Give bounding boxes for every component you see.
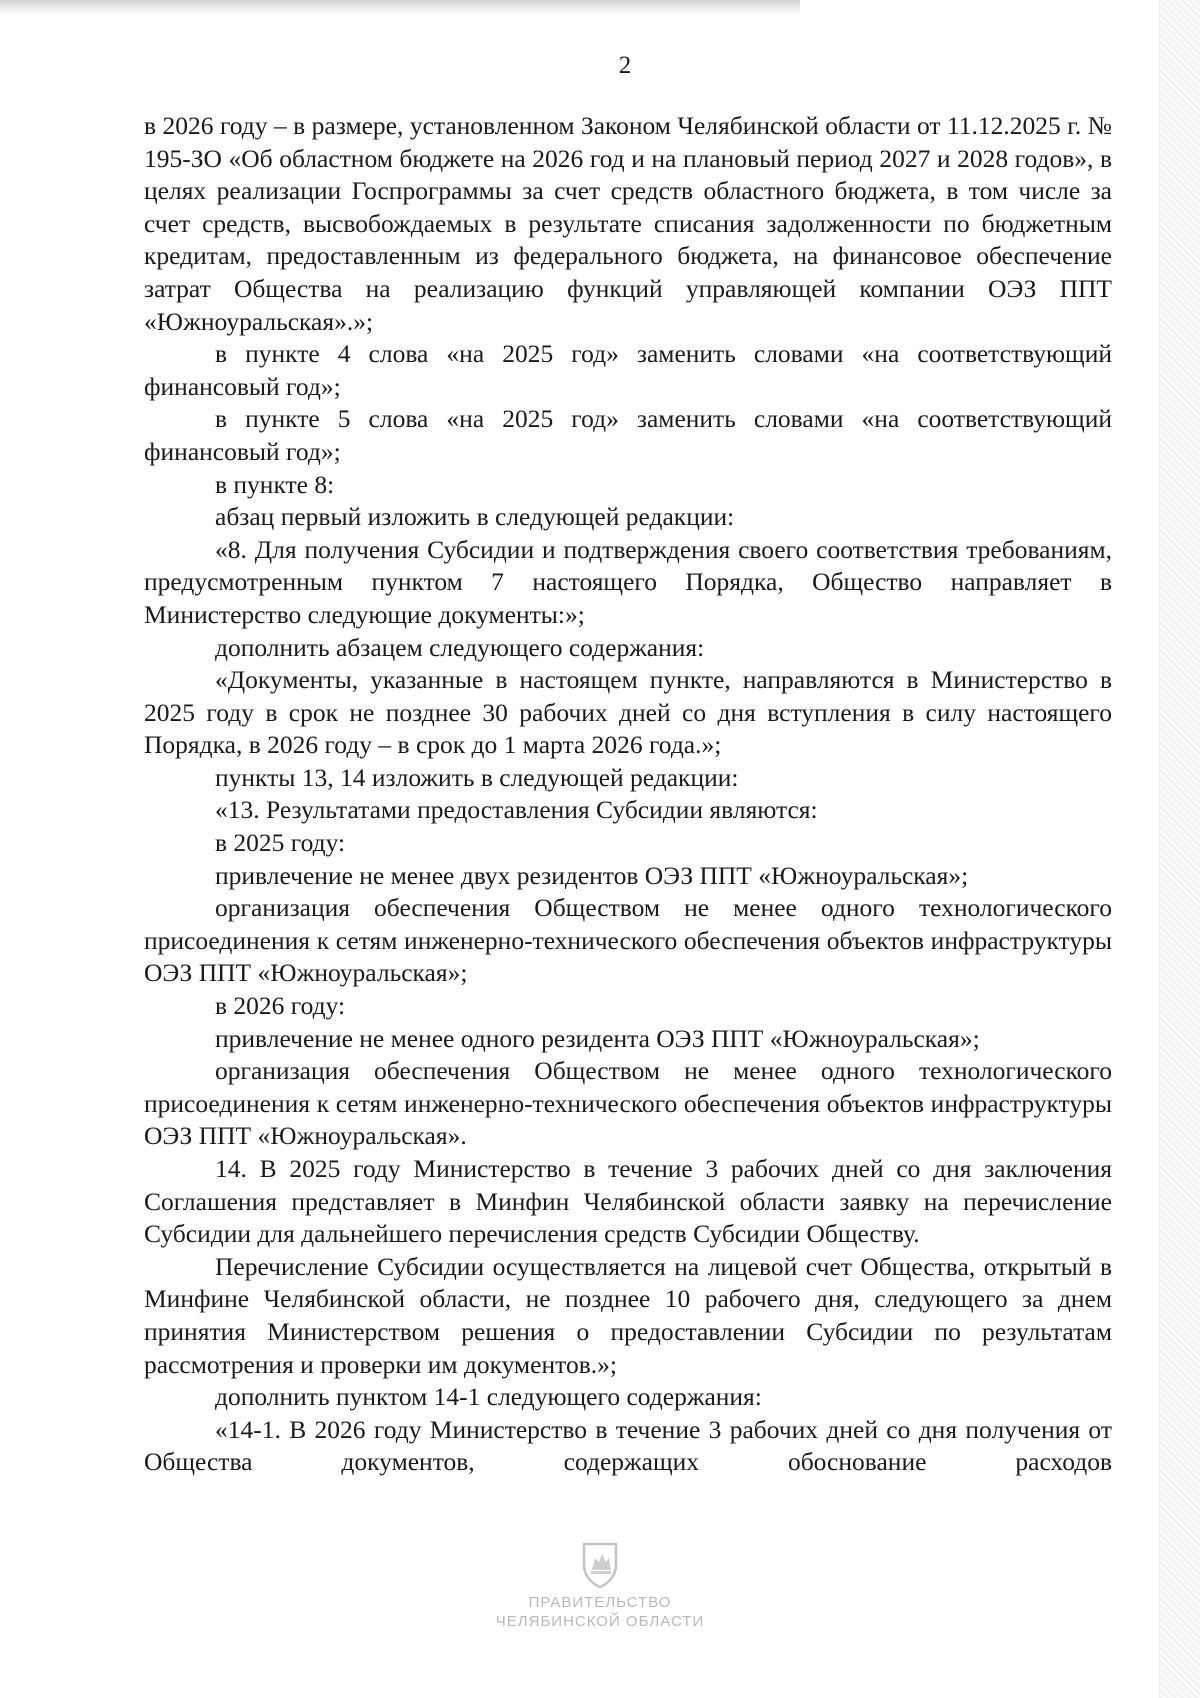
paragraph: «13. Результатами предоставления Субсидии являются: xyxy=(215,795,818,825)
paragraph: «14-1. В 2026 году Министерство в течение 3 рабочих дней со дня получения от Общества документов, содержащих обоснование расходов xyxy=(144,1414,1112,1477)
paragraph: абзац первый изложить в следующей редакции: xyxy=(215,502,735,532)
paragraph: в 2025 году: xyxy=(215,828,346,858)
stamp-line-1: ПРАВИТЕЛЬСТВО xyxy=(528,1594,672,1611)
coat-of-arms-icon xyxy=(440,1540,760,1590)
paragraph: «8. Для получения Субсидии и подтверждения своего соответствия требованиям, предусмотренным пунктом 7 настоящего Порядка, Общество направляет в Министерство следующие документы:»; xyxy=(144,534,1112,629)
stamp-line-2: ЧЕЛЯБИНСКОЙ ОБЛАСТИ xyxy=(495,1613,705,1630)
paragraph: в 2026 году – в размере, установленном Законом Челябинской области от 11.12.2025 г. № 195-ЗО «Об областном бюджете на 2026 год и на плановый период 2027 и 2028 годов», в целях реализации Госпрограммы за счет средств областного бюджета, в том числе за счет средств, высвобождаемых в результате списания задолженности по бюджетным кредитам, предоставленным из федерального бюджета, на финансовое обеспечение затрат Общества на реализацию функций управляющей компании ОЭЗ ППТ «Южноуральская».»; xyxy=(144,111,1112,336)
paragraph: «Документы, указанные в настоящем пункте, направляются в Министерство в 2025 году в срок не позднее 30 рабочих дней со дня вступления в силу настоящего Порядка, в 2026 году – в срок до 1 марта 2026 года.»; xyxy=(144,665,1112,760)
paragraph: дополнить пунктом 14-1 следующего содержания: xyxy=(215,1382,762,1412)
paragraph: привлечение не менее одного резидента ОЭЗ ППТ «Южноуральская»; xyxy=(215,1023,980,1053)
paragraph: в пункте 4 слова «на 2025 год» заменить словами «на соответствующий финансовый год»; xyxy=(144,339,1112,401)
paragraph: организация обеспечения Обществом не менее одного технологического присоединения к сетям инженерно-технического обеспечения объектов инфраструктуры ОЭЗ ППТ «Южноуральская»; xyxy=(144,893,1112,988)
government-stamp xyxy=(440,1540,760,1630)
document-body xyxy=(144,110,1112,1479)
paragraph: Перечисление Субсидии осуществляется на лицевой счет Общества, открытый в Минфине Челябинской области, не позднее 10 рабочего дня, следующего за днем принятия Министерством решения о предоставлении Субсидии по результатам рассмотрения и проверки им документов.»; xyxy=(144,1251,1112,1379)
paragraph: привлечение не менее двух резидентов ОЭЗ ППТ «Южноуральская»; xyxy=(215,860,969,890)
paragraph: в пункте 5 слова «на 2025 год» заменить словами «на соответствующий финансовый год»; xyxy=(144,404,1112,466)
paragraph: в 2026 году: xyxy=(215,991,346,1021)
page-number: 2 xyxy=(618,52,632,79)
paragraph: дополнить абзацем следующего содержания: xyxy=(215,632,705,662)
paragraph: пункты 13, 14 изложить в следующей редакции: xyxy=(215,762,739,792)
scan-edge-top xyxy=(0,0,800,16)
scan-edge-right xyxy=(1159,0,1200,1698)
paragraph: в пункте 8: xyxy=(215,469,335,499)
paragraph: организация обеспечения Обществом не менее одного технологического присоединения к сетям инженерно-технического обеспечения объектов инфраструктуры ОЭЗ ППТ «Южноуральская». xyxy=(144,1056,1112,1151)
paragraph: 14. В 2025 году Министерство в течение 3 рабочих дней со дня заключения Соглашения представляет в Минфин Челябинской области заявку на перечисление Субсидии для дальнейшего перечисления средств Субсидии Обществу. xyxy=(144,1154,1112,1249)
